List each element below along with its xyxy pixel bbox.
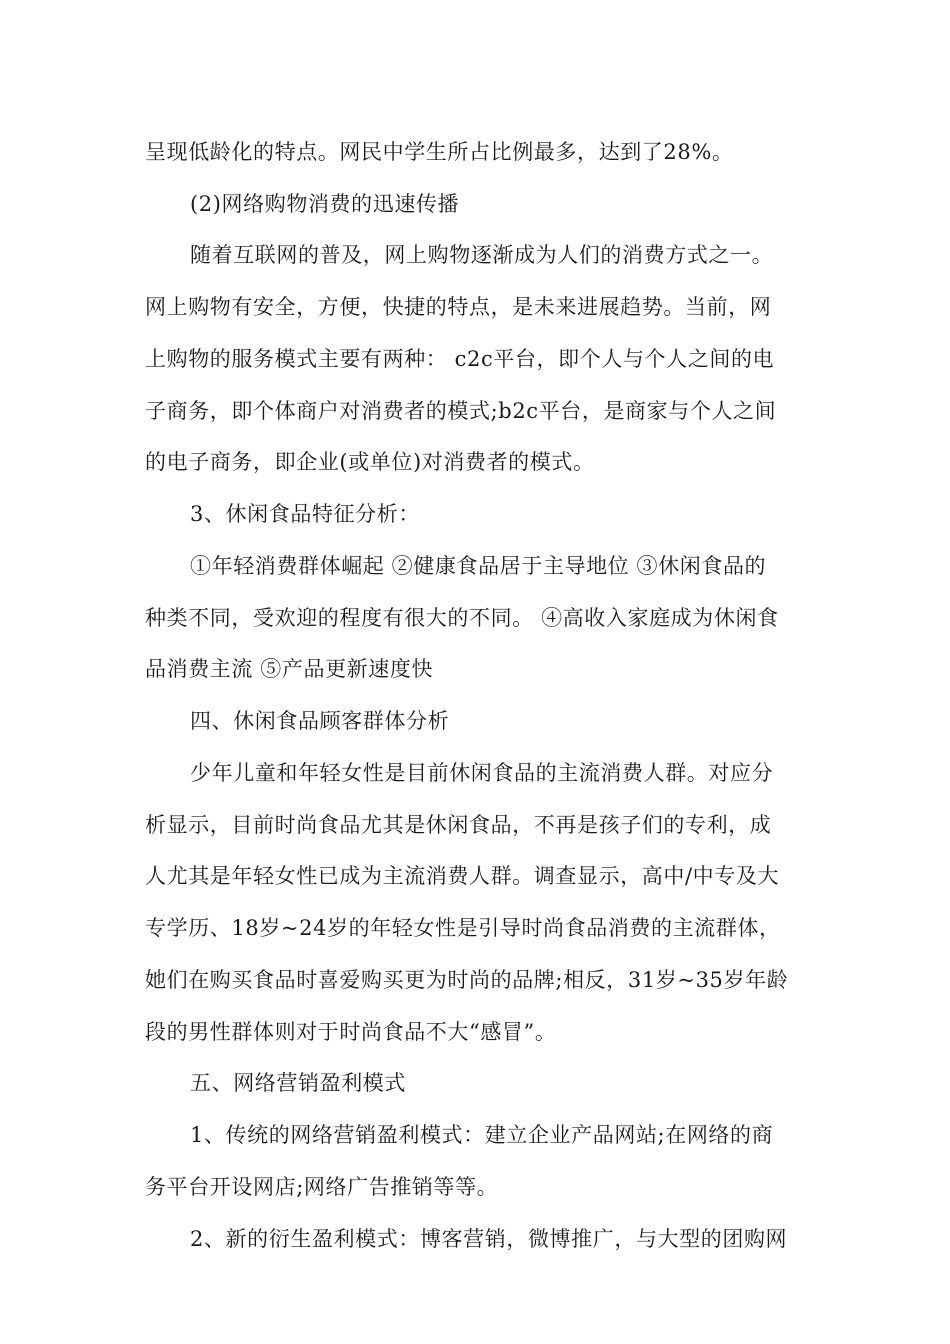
text-line: 的电子商务，即企业(或单位)对消费者的模式。 (145, 450, 595, 474)
text-line: 专学历、18岁~24岁的年轻女性是引导时尚食品消费的主流群体， (145, 916, 781, 940)
text-line: 种类不同，受欢迎的程度有很大的不同。 ④高收入家庭成为休闲食 (145, 606, 779, 630)
section-heading: (2)网络购物消费的迅速传播 (190, 192, 460, 216)
section-heading: 四、休闲食品顾客群体分析 (190, 709, 450, 733)
paragraph-line: 1、传统的网络营销盈利模式：建立企业产品网站;在网络的商 (190, 1123, 774, 1147)
text-line: 呈现低龄化的特点。网民中学生所占比例最多，达到了28%。 (145, 140, 734, 164)
text-line: 务平台开设网店;网络广告推销等等。 (145, 1175, 499, 1199)
section-heading: 五、网络营销盈利模式 (190, 1071, 406, 1095)
text-line: 段的男性群体则对于时尚食品不大“感冒”。 (145, 1020, 557, 1044)
paragraph-line: 2、新的衍生盈利模式：博客营销，微博推广，与大型的团购网 (190, 1227, 788, 1251)
paragraph-line: 少年儿童和年轻女性是目前休闲食品的主流消费人群。对应分 (190, 761, 774, 785)
section-heading: 3、休闲食品特征分析： (190, 502, 420, 526)
text-line: 品消费主流 ⑤产品更新速度快 (145, 657, 434, 681)
text-line: 析显示，目前时尚食品尤其是休闲食品，不再是孩子们的专利，成 (145, 813, 772, 837)
text-line: 网上购物有安全，方便，快捷的特点，是未来进展趋势。当前，网 (145, 295, 772, 319)
paragraph-line: 随着互联网的普及，网上购物逐渐成为人们的消费方式之一。 (190, 243, 774, 267)
text-line: 人尤其是年轻女性已成为主流消费人群。调查显示，高中/中专及大 (145, 864, 780, 888)
text-line: 子商务，即个体商户对消费者的模式;b2c平台，是商家与个人之间 (145, 399, 777, 423)
text-line: 上购物的服务模式主要有两种： c2c平台，即个人与个人之间的电 (145, 347, 775, 371)
text-line: 她们在购买食品时喜爱购买更为时尚的品牌;相反，31岁~35岁年龄 (145, 968, 789, 992)
paragraph-line: ①年轻消费群体崛起 ②健康食品居于主导地位 ③休闲食品的 (190, 554, 767, 578)
